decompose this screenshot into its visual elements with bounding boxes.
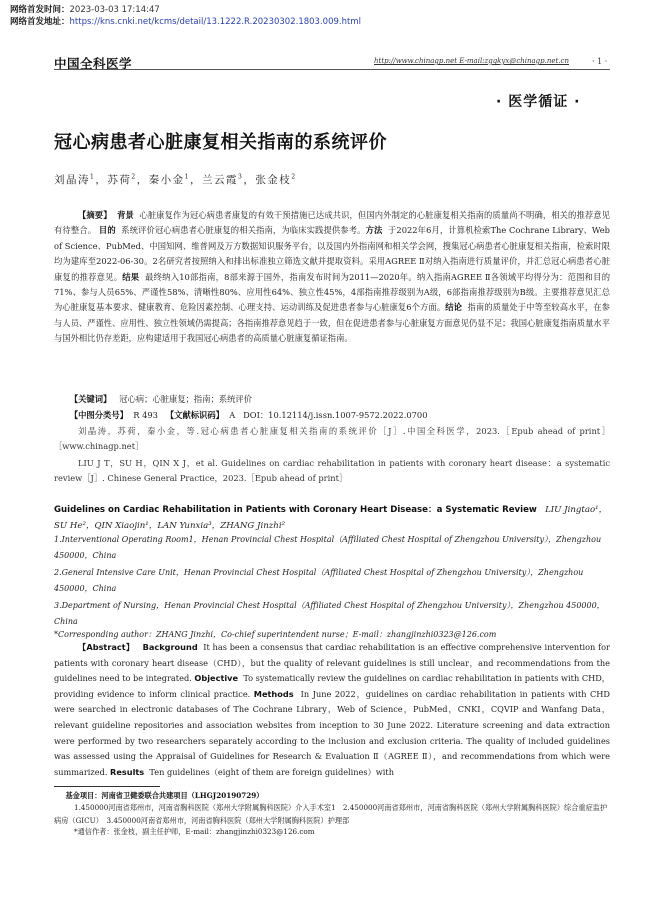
chinese-abstract xyxy=(54,208,610,347)
journal-logo: 中国全科医学 xyxy=(54,56,133,71)
objective-label: 目的 xyxy=(98,225,116,236)
en-methods-text: In June 2022，guidelines on cardiac rehabilitation in patients with CHD were searched in electronic databases of The Cochrane Library，Web of Science，PubMed，CNKI，CQVIP and Wanfang Data，relevant guideline repositories and association websites from inception to 30 June 2022. Literature screening and data extraction were performed by two researchers separately according to the inclusion and exclusion criteria. The quality of included guidelines was assessed using the Appraisal of Guidelines for Research & Evaluation Ⅱ（AGREE Ⅱ），and recommendations from which were summarized. xyxy=(54,688,610,777)
author-affiliation-mark: 2 xyxy=(291,173,297,181)
clc-value: R 493 xyxy=(133,410,158,420)
author-affiliation-mark: 2 xyxy=(131,173,137,181)
author-affiliation-mark: 3 xyxy=(237,173,244,181)
conclusion-label: 结论 xyxy=(445,302,462,313)
author-separator: ， xyxy=(189,174,202,186)
en-results-text: Ten guidelines（eight of them are foreign guidelines）with xyxy=(149,766,394,777)
author-separator: ， xyxy=(95,174,108,186)
keywords-text: 冠心病；心脏康复；指南；系统评价 xyxy=(119,394,253,404)
en-background-text: It has been a consensus that cardiac rehabilitation is an effective comprehensive intervention for patients with coronary heart disease（CHD），but the quality of relevant guidelines is still unclear，and recommendations from the guidelines need to be integrated. xyxy=(54,642,610,684)
online-first-info xyxy=(10,4,361,28)
citation-cn: 刘晶涛，苏荷，秦小金，等.冠心病患者心脏康复相关指南的系统评价［J］.中国全科医学，2023.［Epub ahead of print］［www.chinagp.net］ xyxy=(54,426,610,452)
affiliation-3: 3.Department of Nursing，Henan Provincial Chest Hospital（Affiliated Chest Hospital of Zhengzhou University），Zhengzhou 450000，China xyxy=(54,601,605,626)
fund-note xyxy=(54,790,610,803)
first-pub-addr-label: 网络首发地址： xyxy=(10,17,70,27)
en-methods-label: Methods xyxy=(253,688,294,699)
author-affiliation-mark: 1 xyxy=(184,173,190,181)
classification-line xyxy=(54,408,610,423)
affiliation-1: 1.Interventional Operating Room1，Henan Provincial Chest Hospital（Affiliated Chest Hospital of Zhengzhou University），Zhengzhou 450000，China xyxy=(54,535,602,560)
english-title-block xyxy=(54,502,610,534)
doi: DOI：10.12114/j.issn.1007-9572.2022.0700 xyxy=(243,410,428,420)
section-label: · 医学循证 · xyxy=(496,94,581,110)
en-results-label: Results xyxy=(110,766,145,777)
first-pub-label: 网络首发时间： xyxy=(10,5,70,15)
author-separator: ， xyxy=(136,174,149,186)
footnote-rule xyxy=(54,786,160,787)
english-abstract xyxy=(54,640,610,780)
keywords-cn xyxy=(54,392,610,407)
author-separator: ， xyxy=(243,174,256,186)
author-name: 苏荷 xyxy=(107,174,132,186)
header-rule xyxy=(54,69,610,70)
english-authors: LIU Jingtao¹，SU He²，QIN Xiaojin¹，LAN Yunxia³，ZHANG Jinzhi² xyxy=(54,505,608,531)
results-text: 最终纳入10部指南，8部来源于国外，指南发布时间为2011—2020年。纳入指南AGREE Ⅱ各领域平均得分为：范围和目的71%、参与人员65%、严谨性58%、清晰性80%、应用性64%、独立性45%，4部指南推荐级别为A级，6部指南推荐级别为B级。主要推荐意见汇总为心脏康复基本要求、健康教育、危险因素控制、心理支持、运动训练及促进患者参与心脏康复6个方面。 xyxy=(54,271,610,313)
author-name: 张金枝 xyxy=(255,174,292,186)
methods-text: 于2022年6月，计算机检索The Cochrane Library、Web of Science、PubMed、中国知网、维普网及万方数据知识服务平台，以及国内外指南网和相关学会网，搜集冠心病患者心脏康复相关指南，检索时限均为建库至2022-06-30。2名研究者按照纳入和排出标准独立筛选文献并提取资料。采用AGREE Ⅱ对纳入指南进行质量评价，并汇总冠心病患者心脏康复的推荐意见。 xyxy=(54,225,610,282)
en-abstract-label: 【Abstract】 xyxy=(78,642,135,652)
fund-label: 基金项目： xyxy=(65,791,102,800)
author-list xyxy=(54,172,297,187)
en-objective-text: To systematically review the guidelines on cardiac rehabilitation in patients with CHD，providing evidence to inform clinical practice. xyxy=(54,673,610,699)
author-affiliation-mark: 1 xyxy=(90,173,96,181)
first-pub-link[interactable]: https://kns.cnki.net/kcms/detail/13.1222.R.20230302.1803.009.html xyxy=(69,17,361,27)
author-name: 秦小金 xyxy=(148,174,185,186)
abstract-label: 【摘要】 xyxy=(78,210,112,220)
corresponding-author: *Corresponding author：ZHANG Jinzhi，Co-chief superintendent nurse；E-mail：zhangjinzhi0323@126.com xyxy=(54,630,497,639)
en-objective-label: Objective xyxy=(194,673,239,684)
affiliation-2: 2.General Intensive Care Unit，Henan Provincial Chest Hospital（Affiliated Chest Hospital of Zhengzhou University），Zhengzhou 450000，China xyxy=(54,568,584,593)
objective-text: 系统评价冠心病患者心脏康复的相关指南，为临床实践提供参考。 xyxy=(121,225,366,236)
page-number: · 1 · xyxy=(592,57,608,66)
background-text: 心脏康复作为冠心病患者康复的有效干预措施已达成共识，但国内外制定的心脏康复相关指南的质量尚不明确，相关的推荐意见有待整合。 xyxy=(54,210,610,236)
author-name: 刘晶涛 xyxy=(54,174,90,186)
affiliation-note-cn: 1.450000河南省郑州市，河南省胸科医院（郑州大学附属胸科医院）介入手术室1 2.450000河南省郑州市，河南省胸科医院（郑州大学附属胸科医院）综合重症监护病房（GICU） 3.450000河南省郑州市，河南省胸科医院（郑州大学附属胸科医院）护理部 xyxy=(54,803,608,825)
en-background-label: Background xyxy=(142,642,198,652)
results-label: 结果 xyxy=(122,271,140,282)
fund-text: 河南省卫健委联合共建项目（LHGJ20190729） xyxy=(101,791,264,800)
background-label: 背景 xyxy=(117,210,134,220)
article-title: 冠心病患者心脏康复相关指南的系统评价 xyxy=(54,132,387,153)
journal-url-link[interactable]: http://www.chinagp.net E-mail:zgqkyx@chinagp.net.cn xyxy=(374,57,569,65)
doc-code-label: 【文献标识码】 xyxy=(165,410,224,420)
author-name: 兰云霞 xyxy=(201,174,238,186)
first-pub-time: 2023-03-03 17:14:47 xyxy=(69,5,160,15)
english-title: Guidelines on Cardiac Rehabilitation in Patients with Coronary Heart Disease：a Systematic Review xyxy=(54,505,537,515)
corresponding-note-cn: *通信作者：张金枝，副主任护师，E-mail：zhangjinzhi0323@126.com xyxy=(74,827,315,836)
keywords-label: 【关键词】 xyxy=(69,394,112,404)
doc-code-value: A xyxy=(229,410,236,420)
conclusion-text: 指南的质量处于中等至较高水平，在参与人员、严谨性、应用性、独立性领域仍需提高；各指南推荐意见趋于一致，但在促进患者参与心脏康复方面意见仍显不足；我国心脏康复指南质量水平与国外相比仍存差距，应构建适用于我国冠心病患者的高质量心脏康复循证指南。 xyxy=(54,302,610,344)
journal-urls xyxy=(374,57,569,65)
methods-label: 方法 xyxy=(365,225,383,236)
citation-en: LIU J T，SU H，QIN X J，et al. Guidelines on cardiac rehabilitation in patients with coronary heart disease：a systematic review［J］. Chinese General Practice，2023.［Epub ahead of print］ xyxy=(54,458,610,484)
clc-label: 【中图分类号】 xyxy=(69,410,128,420)
